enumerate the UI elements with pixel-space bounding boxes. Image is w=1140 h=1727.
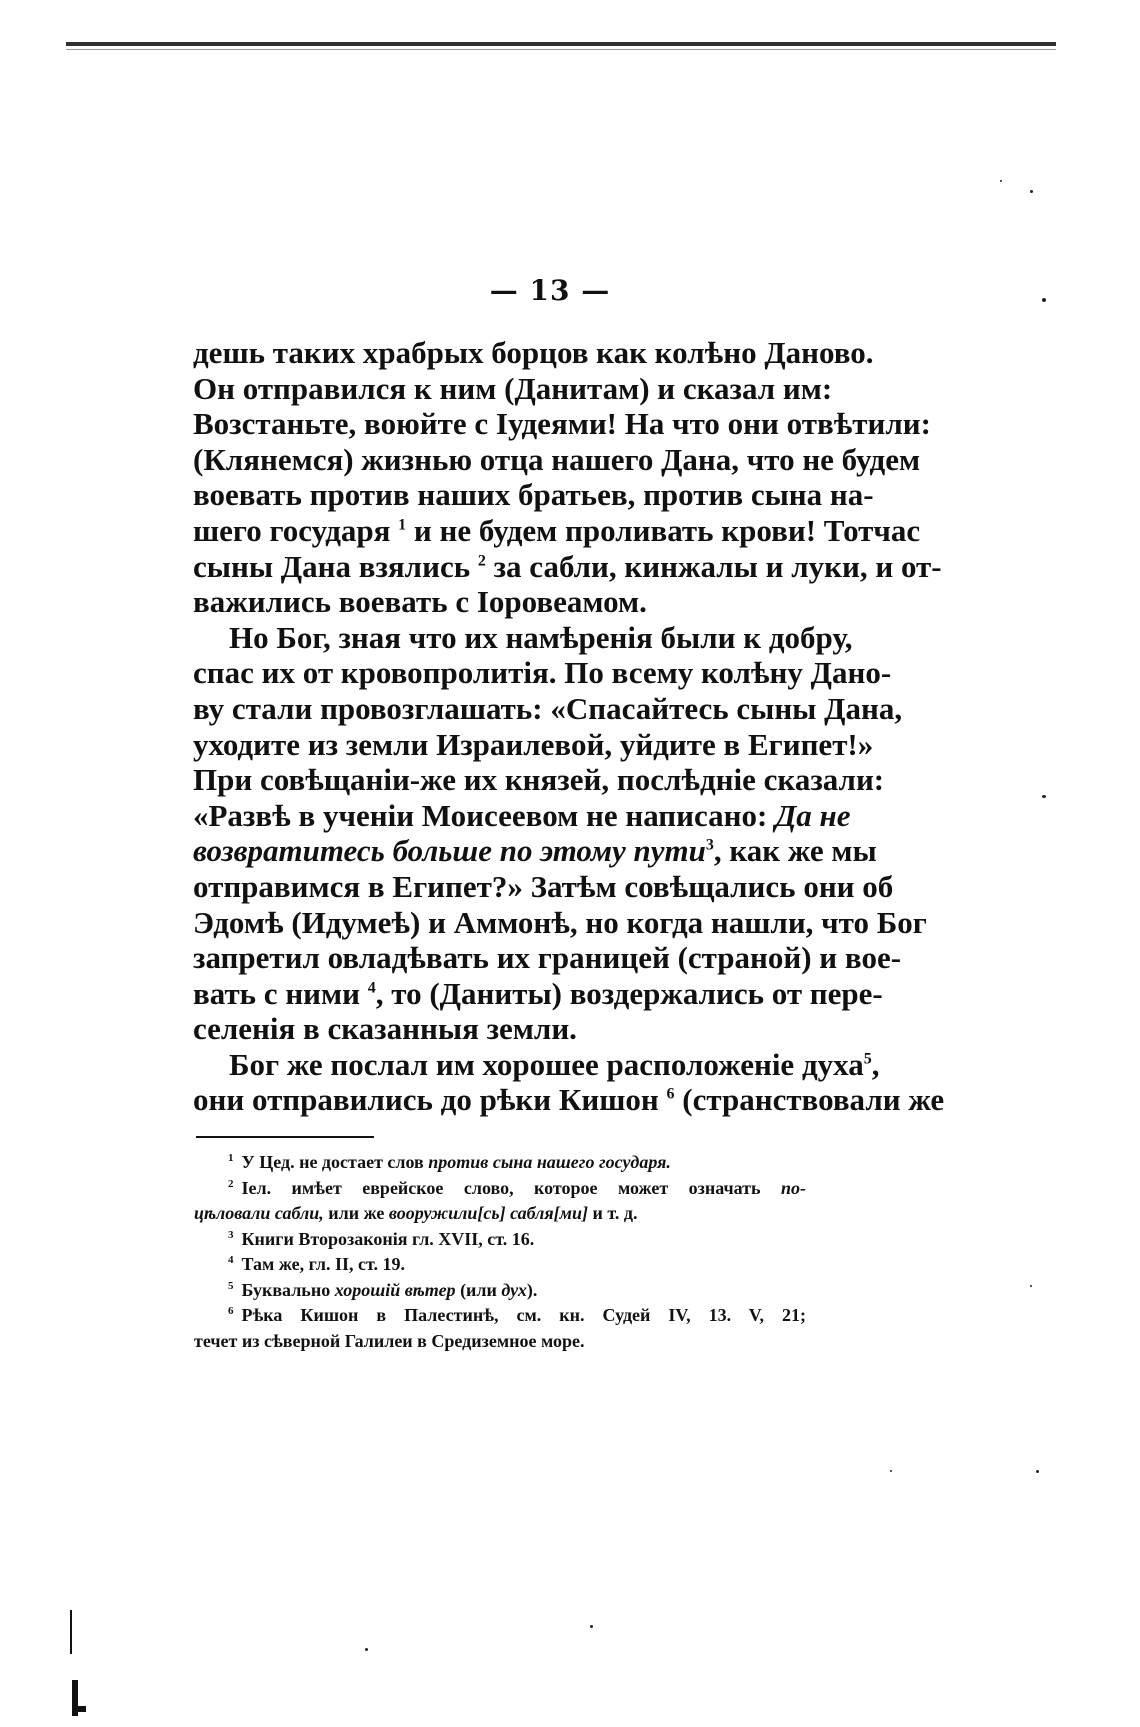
text-span: Возстаньте, воюйте с Іудеями! На что они отвѣтили: (193, 406, 931, 442)
page-number: — 13 — (489, 274, 611, 307)
text-span: Бог же послал им хорошее расположеніе духа (229, 1046, 864, 1082)
top-rule-shadow (66, 49, 1056, 50)
footnote-italic: вооружили[сь] сабля[ми] (388, 1203, 588, 1223)
text-line (193, 584, 805, 620)
footnote-text: (или (455, 1279, 502, 1300)
scan-speck (1042, 795, 1046, 798)
text-line (193, 1046, 880, 1083)
footnote-ref: 4 (367, 979, 376, 997)
footnote-rule (196, 1136, 374, 1138)
footnote-ref: 6 (666, 1086, 675, 1104)
footnote-text: Іел. имѣет еврейское слово, которое может означать (241, 1177, 781, 1198)
scan-speck (1036, 1470, 1039, 1473)
footnote-text: Там же, гл. II, ст. 19. (241, 1254, 405, 1274)
text-line (193, 406, 931, 442)
footnote-number: 6 (228, 1305, 234, 1317)
text-span: воевать против наших братьев, против сына на- (193, 477, 874, 513)
footnote-number: 3 (228, 1228, 234, 1241)
text-span: Эдомѣ (Идумеѣ) и Аммонѣ, но когда нашли, что Бог (193, 904, 927, 940)
footnote-3 (194, 1227, 806, 1253)
text-span: (странствовали же (674, 1082, 945, 1118)
text-line (193, 441, 921, 478)
text-span: за сабли, кинжалы и луки, и от- (485, 548, 942, 584)
footnote-ref: 3 (705, 836, 714, 854)
text-span: При совѣщаніи-же их князей, послѣдніе сказали: (193, 762, 885, 798)
text-span: Он отправился к ним (Данитам) и сказал им: (193, 370, 833, 406)
scan-speck (890, 1470, 892, 1472)
footnote-5 (194, 1278, 806, 1304)
footnote-text: Книги Второзаконія гл. XVII, ст. 16. (241, 1228, 535, 1249)
text-line (193, 1082, 945, 1118)
text-line (193, 975, 883, 1012)
footnote-number: 1 (228, 1152, 234, 1164)
text-span: ву стали провозглашать: «Спасайтесь сыны Дана, (193, 690, 903, 726)
text-span: селенія в сказанныя земли. (193, 1011, 577, 1047)
footnote-italic: дух (501, 1279, 527, 1300)
text-line (193, 619, 853, 656)
text-span: они отправились до рѣки Кишон (193, 1082, 667, 1118)
text-line (193, 548, 942, 585)
text-span: и не будем проливать крови! Тотчас (406, 512, 921, 548)
text-span: «Развѣ в ученіи Моисеевом не написано: (193, 797, 776, 833)
text-span: сыны Дана взялись (193, 548, 478, 584)
text-span: Но Бог, зная что их намѣренія были к добру, (229, 619, 853, 655)
footnote-ref: 5 (863, 1050, 872, 1068)
text-line (193, 940, 902, 976)
text-line (193, 1011, 805, 1047)
text-line (193, 655, 892, 691)
footnote-text: течет из сѣверной Галилеи в Средиземное море. (194, 1330, 585, 1351)
text-line (193, 726, 874, 763)
footnote-6 (194, 1303, 806, 1329)
body-text (193, 335, 945, 1118)
text-line (193, 335, 874, 371)
footnote-2 (194, 1176, 806, 1202)
italic-span: Да не (775, 797, 851, 833)
text-span: , то (Даниты) воздержались от пере- (375, 975, 883, 1011)
footnote-text: и т. д. (588, 1203, 638, 1223)
italic-span: возвратитесь больше по этому пути (193, 833, 706, 869)
footnote-text: Рѣка Кишон в Палестинѣ, см. кн. Судей IV, 13. V, 21; (241, 1305, 806, 1325)
footnote-ref: 2 (477, 552, 486, 570)
scan-speck (590, 1625, 593, 1628)
scan-speck (365, 1648, 368, 1651)
footnote-number: 2 (228, 1177, 234, 1190)
footnote-6-continued (194, 1329, 806, 1355)
footnote-text: ). (526, 1279, 538, 1300)
text-span: вать с ними (193, 975, 368, 1011)
footnote-italic: против сына нашего государя. (428, 1152, 671, 1172)
text-line (193, 512, 921, 549)
text-span: , (871, 1046, 880, 1082)
text-line (193, 477, 874, 513)
footnote-italic: хорошій вѣтер (334, 1279, 456, 1300)
text-line (193, 833, 877, 869)
footnote-text: Буквально (241, 1279, 335, 1300)
text-span: запретил овладѣвать их границей (страной) и вое- (193, 940, 902, 976)
top-rule (66, 42, 1056, 46)
text-span: спас их от кровопролитія. По всему колѣну Дано- (193, 655, 892, 691)
text-span: важились воевать с Іоровеамом. (193, 584, 647, 620)
footnote-2-continued (194, 1201, 806, 1227)
scan-speck (1000, 180, 1002, 182)
text-line (193, 868, 894, 905)
footnote-4 (194, 1252, 806, 1278)
text-line (193, 762, 885, 798)
text-span: дешь таких храбрых борцов как колѣно Даново. (193, 335, 874, 370)
text-span: отправимся в Египет?» Затѣм совѣщались они об (193, 868, 894, 904)
text-line (193, 690, 903, 727)
footnote-ref: 1 (398, 516, 407, 534)
scan-speck (1042, 298, 1046, 302)
scan-speck (1030, 1285, 1032, 1287)
margin-mark (72, 1706, 86, 1712)
text-line (193, 904, 927, 941)
text-span: (Клянемся) жизнью отца нашего Дана, что не будем (193, 441, 921, 477)
text-span: уходите из земли Израилевой, уйдите в Египет!» (193, 726, 874, 762)
footnote-number: 4 (228, 1254, 234, 1266)
margin-mark (70, 1610, 72, 1654)
footnote-text: У Цед. не достает слов (241, 1152, 429, 1172)
scan-speck (1030, 190, 1033, 193)
text-line (193, 797, 851, 834)
footnote-1 (194, 1150, 806, 1176)
footnote-number: 5 (228, 1279, 234, 1292)
text-span: , как же мы (713, 833, 877, 869)
footnotes (194, 1150, 806, 1354)
footnote-italic: по- (780, 1177, 806, 1198)
footnote-text: или же (323, 1203, 389, 1223)
footnote-italic: цѣловали сабли, (194, 1203, 324, 1223)
text-line (193, 370, 833, 407)
text-span: шего государя (193, 512, 399, 548)
